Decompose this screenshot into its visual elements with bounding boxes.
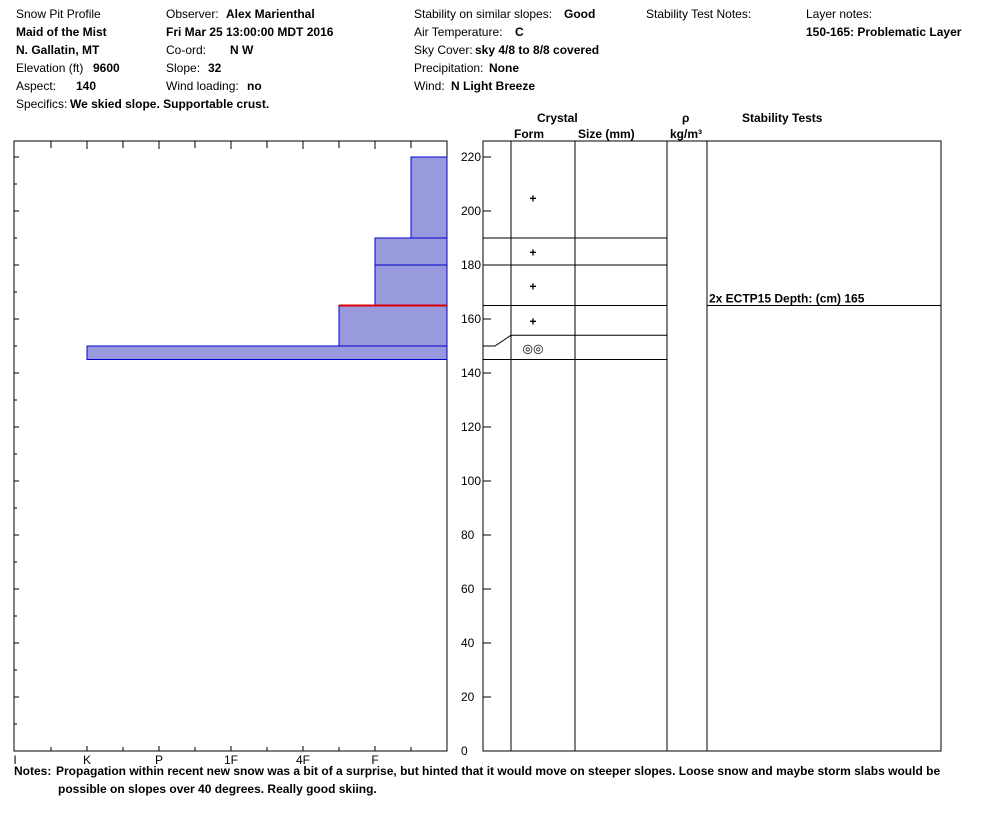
- notes-line-1: Propagation within recent new snow was a bit of a surprise, but hinted that it would move on steeper slopes. Loose snow and maybe storm slabs would be: [56, 764, 941, 778]
- size-header: Size (mm): [578, 127, 635, 141]
- hardness-layer-bar: [411, 157, 447, 238]
- datetime: Fri Mar 25 13:00:00 MDT 2016: [166, 25, 334, 39]
- location-name: Maid of the Mist: [16, 25, 107, 39]
- hardness-tick-label: 4F: [295, 753, 311, 767]
- hardness-layer-bar: [339, 306, 447, 347]
- elevation-value: 9600: [93, 61, 120, 75]
- density-unit-header: kg/m³: [670, 127, 703, 141]
- height-tick-label: 120: [461, 420, 482, 434]
- air-temp-value: C: [515, 25, 524, 39]
- coord-value: N W: [230, 43, 254, 57]
- rho-header: ρ: [682, 111, 690, 125]
- hardness-tick-label: K: [82, 753, 92, 767]
- hardness-tick-label: F: [371, 753, 379, 767]
- coord-label: Co-ord:: [166, 43, 207, 57]
- hardness-layer-bar: [87, 346, 447, 360]
- height-tick-label: 220: [461, 150, 482, 164]
- hardness-layer-bar: [375, 238, 447, 265]
- wind-loading-label: Wind loading:: [166, 79, 239, 93]
- specifics-value: We skied slope. Supportable crust.: [70, 97, 270, 111]
- wind-label: Wind:: [414, 79, 445, 93]
- crystal-form-symbol: +: [529, 245, 537, 260]
- precip-label: Precipitation:: [414, 61, 484, 75]
- height-tick-label: 100: [461, 474, 482, 488]
- height-axis: [461, 150, 491, 758]
- aspect-value: 140: [76, 79, 97, 93]
- sky-label: Sky Cover:: [414, 43, 473, 57]
- layer-notes-label: Layer notes:: [806, 7, 873, 21]
- crystal-header: Crystal: [537, 111, 578, 125]
- height-tick-label: 60: [461, 582, 475, 596]
- height-tick-label: 20: [461, 690, 475, 704]
- hardness-layer-bar: [375, 265, 447, 306]
- layer-table: [483, 141, 941, 751]
- precip-value: None: [489, 61, 519, 75]
- stability-test-label: 2x ECTP15 Depth: (cm) 165: [709, 291, 865, 306]
- slope-value: 32: [208, 61, 222, 75]
- notes-label: Notes:: [14, 764, 52, 778]
- specifics-label: Specifics:: [16, 97, 68, 111]
- layer-table-frame: [483, 141, 941, 751]
- hardness-tick-label: I: [13, 753, 17, 767]
- hardness-tick-label: 1F: [223, 753, 239, 767]
- elevation-label: Elevation (ft): [16, 61, 84, 75]
- layer-notes-value: 150-165: Problematic Layer: [806, 25, 962, 39]
- slope-label: Slope:: [166, 61, 201, 75]
- hardness-tick-label: P: [154, 753, 164, 767]
- wind-value: N Light Breeze: [451, 79, 536, 93]
- height-tick-label: 200: [461, 204, 482, 218]
- crystal-form-symbol: ◎◎: [522, 341, 544, 356]
- form-header: Form: [514, 127, 544, 141]
- air-temp-label: Air Temperature:: [414, 25, 503, 39]
- crystal-form-symbol: +: [529, 191, 537, 206]
- region: N. Gallatin, MT: [16, 43, 100, 57]
- sky-value: sky 4/8 to 8/8 covered: [475, 43, 600, 57]
- height-tick-label: 140: [461, 366, 482, 380]
- stability-value: Good: [564, 7, 596, 21]
- crystal-form-symbol: +: [529, 279, 537, 294]
- crystal-connector: [483, 335, 511, 346]
- stability-label: Stability on similar slopes:: [414, 7, 553, 21]
- wind-loading-value: no: [247, 79, 262, 93]
- hardness-plot-frame: [14, 141, 447, 751]
- profile-title: Snow Pit Profile: [16, 7, 101, 21]
- stability-test-notes-label: Stability Test Notes:: [646, 7, 752, 21]
- hardness-plot: [13, 141, 447, 767]
- observer-label: Observer:: [166, 7, 219, 21]
- height-tick-label: 160: [461, 312, 482, 326]
- crystal-form-symbol: +: [529, 314, 537, 329]
- height-tick-label: 40: [461, 636, 475, 650]
- height-tick-label: 180: [461, 258, 482, 272]
- aspect-label: Aspect:: [16, 79, 57, 93]
- notes-line-2: possible on slopes over 40 degrees. Really good skiing.: [58, 782, 377, 796]
- observer-value: Alex Marienthal: [226, 7, 315, 21]
- height-tick-label: 80: [461, 528, 475, 542]
- stability-tests-header: Stability Tests: [742, 111, 823, 125]
- height-tick-label: 0: [461, 744, 468, 758]
